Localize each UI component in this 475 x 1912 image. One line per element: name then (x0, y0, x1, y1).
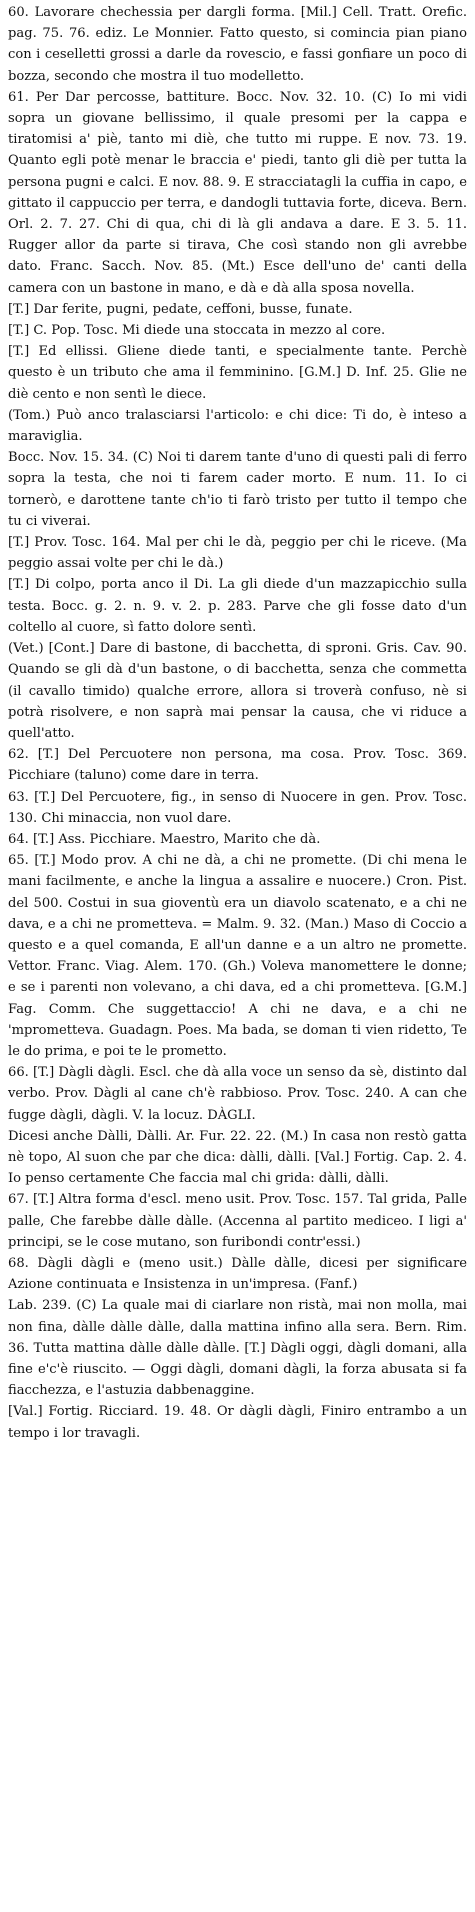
entry-68: 68. Dàgli dàgli e (meno usit.) Dàlle dàlle, dicesi per significare Azione continuata e Insistenza in un'impresa. (Fanf.) (8, 1255, 467, 1293)
entry-66: 66. [T.] Dàgli dàgli. Escl. che dà alla voce un senso da sè, distinto dal verbo. Prov. Dàgli al cane ch'è rabbioso. Prov. Tosc. 240. A can che fugge dàgli, dàgli. V. la locuz. DÀGLI. (8, 1065, 467, 1123)
entry-61-di-colpo: [T.] Di colpo, porta anco il Di. La gli diede d'un mazzapicchio sulla testa. Bocc. g. 2. n. 9. v. 2. p. 283. Parve che gli fosse dato d'un coltello al cuore, sì fatto dolore sentì. (8, 577, 467, 635)
entry-62: 62. [T.] Del Percuotere non persona, ma cosa. Prov. Tosc. 369. Picchiare (taluno) come dare in terra. (8, 747, 467, 784)
entry-61-stoccata: [T.] C. Pop. Tosc. Mi diede una stoccata in mezzo al core. (8, 323, 386, 339)
entry-61: 61. Per Dar percosse, battiture. Bocc. Nov. 32. 10. (C) Io mi vidi sopra un giovane bellissimo, il quale presomi per la cappa e tiratomisi a' piè, tanto mi diè, che tutto mi ruppe. E nov. 73. 19. Quanto egli potè menar le braccia e' piedi, tanto gli diè per tutta la persona pugni e calci. E nov. 88. 9. E stracciatagli la cuffia in capo, e gittato il cappuccio per terra, e dandogli tuttavia forte, diceva. Bern. Orl. 2. 7. 27. Chi di qua, chi di là gli andava a dare. E 3. 5. 11. Rugger allor da parte si tirava, Che così stando non gli avrebbe dato. Franc. Sacch. Nov. 85. (Mt.) Esce dell'uno de' canti della camera con un bastone in mano, e dà e dà alla sposa novella. (8, 89, 467, 296)
entry-60: 60. Lavorare chechessia per dargli forma. [Mil.] Cell. Tratt. Orefic. pag. 75. 76. ediz. Le Monnier. Fatto questo, si comincia pian piano con i ceselletti grossi a darle da rovescio, e fassi gonfiare un poco di bozza, secondo che mostra il tuo modelletto. (8, 5, 467, 84)
entry-61-vet: (Vet.) [Cont.] Dare di bastone, di bacchetta, di sproni. Gris. Cav. 90. Quando se gli dà d'un bastone, o di bacchetta, senza che commetta (il cavallo timido) qualche errore, allora si troverà confuso, nè si potrà risolvere, e non saprà mai pensar la causa, che vi riduce a quell'atto. (8, 641, 467, 741)
entry-61-dar-ferite: [T.] Dar ferite, pugni, pedate, ceffoni, busse, funate. (8, 301, 353, 317)
entry-64: 64. [T.] Ass. Picchiare. Maestro, Marito che dà. (8, 831, 321, 847)
entry-66-dalli: Dicesi anche Dàlli, Dàlli. Ar. Fur. 22. 22. (M.) In casa non restò gatta nè topo, Al suon che par che dica: dàlli, dàlli. [Val.] Fortig. Cap. 2. 4. Io penso certamente Che faccia mal chi grida: dàlli, dàlli. (8, 1128, 467, 1187)
entry-61-proverb: [T.] Prov. Tosc. 164. Mal per chi le dà, peggio per chi le riceve. (Ma peggio assai volte per chi le dà.) (8, 535, 467, 572)
entry-68-lab-example: Lab. 239. (C) La quale mai di ciarlare non ristà, mai non molla, mai non fina, dàlle dàlle dàlle, dalla mattina infino alla sera. Bern. Rim. 36. Tutta mattina dàlle dàlle dàlle. [T.] Dàgli oggi, dàgli domani, alla fine e'c'è riuscito. — Oggi dàgli, domani dàgli, la forza abusata si fa fiacchezza, e l'astuzia dabbenaggine. (8, 1298, 467, 1399)
entry-61-bocc-example: Bocc. Nov. 15. 34. (C) Noi ti darem tante d'uno di questi pali di ferro sopra la testa, che noi ti farem cader morto. E num. 11. Io ci tornerò, e darottene tante ch'io ti farò tristo per tutto il tempo che tu ci viverai. (8, 450, 467, 529)
entry-68-fortig: [Val.] Fortig. Ricciard. 19. 48. Or dàgli dàgli, Finiro entrambo a un tempo i lor travagli. (8, 1404, 467, 1441)
entry-63: 63. [T.] Del Percuotere, fig., in senso di Nuocere in gen. Prov. Tosc. 130. Chi minaccia, non vuol dare. (8, 789, 467, 826)
entry-65: 65. [T.] Modo prov. A chi ne dà, a chi ne promette. (Di chi mena le mani facilmente, e anche la lingua a assalire e nuocere.) Cron. Pist. del 500. Costui in sua gioventù era un diavolo scatenato, e a chi ne dava, e a chi ne prometteva. = Malm. 9. 32. (Man.) Maso di Coccio a questo e a quel comanda, E all'un danne e a un altro ne promette. Vettor. Franc. Viag. Alem. 170. (Gh.) Voleva manomettere le donne; e se i parenti non volevano, a chi dava, ed a chi prometteva. [G.M.] Fag. Comm. Che suggettaccio! A chi ne dava, e a chi ne 'mprometteva. Guadagn. Poes. Ma bada, se doman ti vien ridetto, Te le do prima, e poi te le prometto. (8, 853, 467, 1059)
entry-61-ellissi: [T.] Ed ellissi. Gliene diede tanti, e specialmente tante. Perchè questo è un tributo che ama il femminino. [G.M.] D. Inf. 25. Glie ne diè cento e non sentì le diece. (8, 344, 467, 402)
entry-67: 67. [T.] Altra forma d'escl. meno usit. Prov. Tosc. 157. Tal grida, Palle palle, Che farebbe dàlle dàlle. (Accenna al partito mediceo. I ligi a' principi, se le cose mutano, son furibondi contr'essi.) (8, 1192, 467, 1250)
entry-61-tom-note: (Tom.) Può anco tralasciarsi l'articolo: e chi dice: Ti do, è inteso a maraviglia. (8, 407, 467, 445)
